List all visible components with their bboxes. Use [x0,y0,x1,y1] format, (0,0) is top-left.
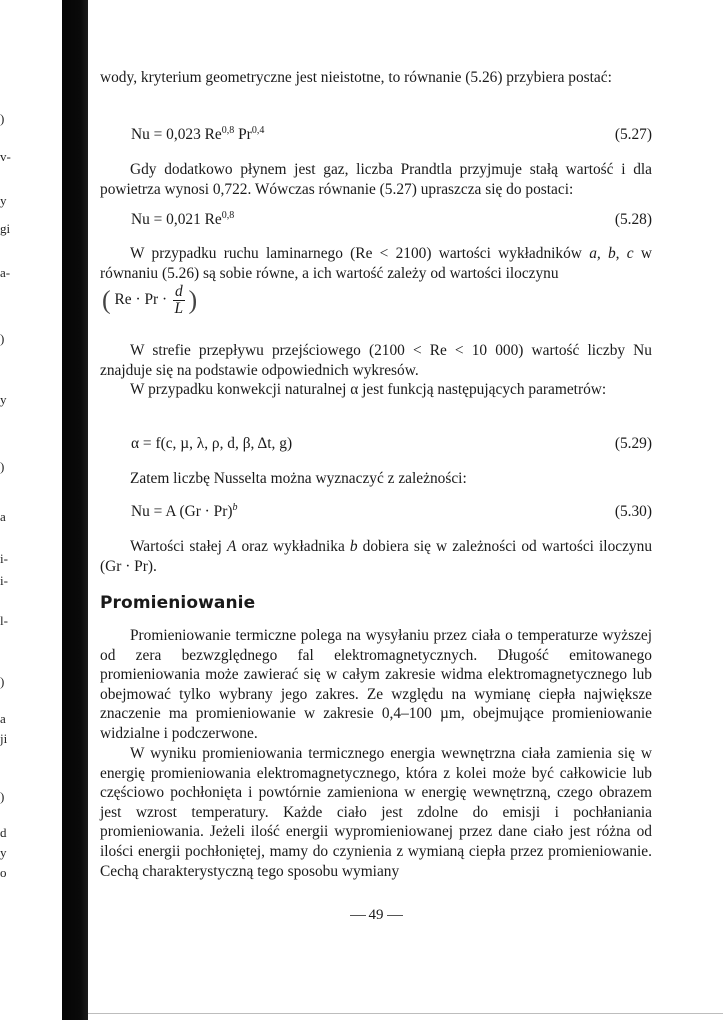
margin-fragment: o [0,865,7,880]
equation-number: (5.30) [614,503,652,520]
margin-fragment: i- [0,551,8,566]
paragraph [100,469,652,489]
paragraph-text: W przypadku ruchu laminarnego (Re < 2100) wartości wykładników a, b, c w równaniu (5.26) są sobie równe, a ich wartość zależy od wartości iloczynu [100,245,652,282]
page-number: 49 [100,906,652,926]
paragraph [100,626,652,744]
equation-number: (5.29) [614,435,652,452]
margin-fragment: y [0,193,7,208]
paragraph [100,341,652,380]
margin-fragment: ) [0,674,5,689]
margin-fragment: y [0,845,7,860]
equation-formula: Nu = A $(Gr \cdot Pr)^b$ [131,502,238,520]
equation-5-30 [131,502,652,522]
book-binding-shadow [62,0,88,1020]
paragraph-text: Zatem liczbę Nusselta można wyznaczyć z zależności: [130,470,467,487]
paragraph [100,744,652,881]
margin-fragment: a- [0,265,11,280]
margin-fragment: y [0,392,7,407]
margin-fragment: a [0,509,6,524]
margin-fragment: ) [0,331,5,346]
equation-formula: Nu = 0,021 Re$^{0,8}$ [131,210,235,228]
facing-page-margin [0,0,62,1020]
margin-fragment: i- [0,573,8,588]
close-paren: ) [188,285,198,315]
paragraph-text: W przypadku konwekcji naturalnej α jest funkcją następujących parametrów: [130,381,607,398]
margin-fragment: l- [0,613,8,628]
margin-fragment: ) [0,459,5,474]
product-expression [102,284,654,332]
equation-formula: α = f(c, µ, λ, ρ, d, β, Δt, g) [131,435,293,452]
margin-fragment: a [0,711,6,726]
margin-fragment: ) [0,111,5,126]
equation-5-27 [131,125,652,145]
paragraph [100,68,652,88]
paragraph-text: wody, kryterium geometryczne jest nieistotne, to równanie (5.26) przybiera postać: [100,69,612,86]
margin-fragment: gi [0,221,11,236]
equation-5-29 [131,434,652,454]
equation-5-28 [131,210,652,230]
fraction-d-over-l: $\frac{d}{L}$ [174,283,184,317]
margin-fragment: d [0,825,7,840]
margin-fragment: v- [0,149,11,164]
paragraph-text: Promieniowanie termiczne polega na wysyłaniu przez ciała o temperaturze wyższej od zera bezwzględnego fal elektromagnetycznych. Długość emitowanego promieniowania może zawierać się w całym zakresie widma elektromagnetycznego lub obejmować tylko wybrany jego zakres. Ze względu na wymianę ciepła największe znaczenie ma promieniowanie w zakresie 0,4–100 µm, obejmujące promieniowanie widzialne i podczerwone. [100,627,652,742]
paragraph-text: W strefie przepływu przejściowego (2100 < Re < 10 000) wartość liczby Nu znajduje się na podstawie odpowiednich wykresów. [100,342,652,379]
equation-formula: Nu = 0,023 Re$^{0,8}$ Pr$^{0,4}$ [131,125,265,143]
open-paren: ( [102,285,111,315]
paragraph-text: W wyniku promieniowania termicznego energia wewnętrzna ciała zamienia się w energię promieniowania elektromagnetycznego, która z kolei może być całkowicie lub częściowo pochłonięta i powtórnie zamieniona w energię wewnętrzną, czego obrazem jest wzrost temperatury. Każde ciało jest zdolne do emisji i pochłaniania promieniowania. Jeżeli ilość energii wypromieniowanej przez dane ciało jest różna od ilości energii pochłoniętej, mamy do czynienia z wymianą ciepła przez promieniowanie. Cechą charakterystyczną tego sposobu wymiany [100,745,652,880]
expression-text: Re · Pr · [114,291,168,309]
paragraph [100,160,652,199]
paragraph-text: Gdy dodatkowo płynem jest gaz, liczba Prandtla przyjmuje stałą wartość i dla powietrza wynosi 0,722. Wówczas równanie (5.27) upraszcza się do postaci: [100,161,652,198]
paragraph [100,537,652,576]
paragraph-text: Wartości stałej A oraz wykładnika b dobiera się w zależności od wartości iloczynu (Gr · Pr). [100,538,653,575]
paragraph [100,244,652,283]
scan-edge-line [88,1013,723,1014]
margin-fragment: ji [0,731,8,746]
margin-fragment: ) [0,789,5,804]
equation-number: (5.27) [614,126,652,143]
section-heading: Promieniowanie [100,593,256,613]
equation-number: (5.28) [614,211,652,228]
paragraph [100,380,652,400]
